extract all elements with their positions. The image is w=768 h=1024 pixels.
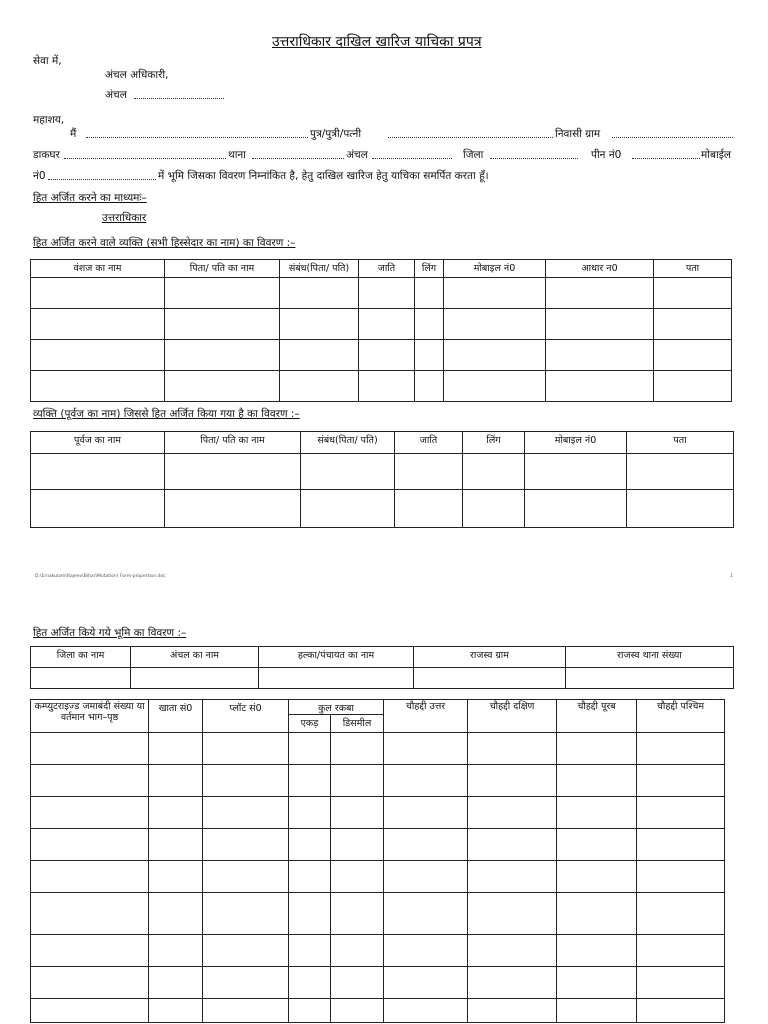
table-cell[interactable] xyxy=(415,340,444,371)
heirs-col-father: पिता/ पति का नाम xyxy=(165,260,280,278)
land-heading: हित अर्जित किये गये भूमि का विवरण :– xyxy=(33,627,187,639)
pin-field[interactable] xyxy=(632,158,700,159)
table-cell[interactable] xyxy=(331,893,384,935)
ancestor-col-gender: लिंग xyxy=(463,432,525,454)
table-cell[interactable] xyxy=(289,829,331,861)
table-cell[interactable] xyxy=(280,371,359,402)
table-cell[interactable] xyxy=(259,668,414,689)
table-cell[interactable] xyxy=(415,309,444,340)
plot-table xyxy=(30,699,725,1023)
table-row xyxy=(31,861,725,893)
body-i-label: मैं xyxy=(70,128,77,140)
table-cell[interactable] xyxy=(149,967,203,999)
table-cell[interactable] xyxy=(566,668,734,689)
plot-col-north: चौहद्दी उत्तर xyxy=(384,700,468,733)
table-cell[interactable] xyxy=(414,668,566,689)
ancestor-col-mobile: मोबाइल नं0 xyxy=(525,432,627,454)
postoffice-field[interactable] xyxy=(64,158,226,159)
village-field[interactable] xyxy=(612,137,733,138)
table-cell[interactable] xyxy=(31,999,149,1023)
table-row xyxy=(31,371,732,402)
anchal-field[interactable] xyxy=(372,158,452,159)
table-cell[interactable] xyxy=(415,371,444,402)
table-cell[interactable] xyxy=(359,309,415,340)
heirs-col-mobile: मोबाइल नं0 xyxy=(444,260,546,278)
table-cell[interactable] xyxy=(468,797,557,829)
table-cell[interactable] xyxy=(546,309,654,340)
table-cell[interactable] xyxy=(165,340,280,371)
heirs-col-relation: संबंध(पिता/ पति) xyxy=(280,260,359,278)
table-cell[interactable] xyxy=(557,999,637,1023)
relative-name-field[interactable] xyxy=(388,137,553,138)
table-cell[interactable] xyxy=(280,278,359,309)
table-cell[interactable] xyxy=(557,861,637,893)
table-cell[interactable] xyxy=(289,999,331,1023)
plot-col-south: चौहद्दी दक्षिण xyxy=(468,700,557,733)
table-cell[interactable] xyxy=(359,371,415,402)
heirs-heading: हित अर्जित करने वाले व्यक्ति (सभी हिस्सेदार का नाम) का विवरण :– xyxy=(33,237,296,249)
table-cell[interactable] xyxy=(637,797,725,829)
table-cell[interactable] xyxy=(149,861,203,893)
table-row xyxy=(31,340,732,371)
table-cell[interactable] xyxy=(331,765,384,797)
district-field[interactable] xyxy=(490,158,578,159)
table-cell[interactable] xyxy=(203,733,289,765)
address-to: सेवा में, xyxy=(33,55,62,67)
table-cell[interactable] xyxy=(31,765,149,797)
table-row xyxy=(31,309,732,340)
table-cell[interactable] xyxy=(395,454,463,490)
table-cell[interactable] xyxy=(31,371,165,402)
table-cell[interactable] xyxy=(31,309,165,340)
plot-col-east: चौहद्दी पूरब xyxy=(557,700,637,733)
table-cell[interactable] xyxy=(203,999,289,1023)
table-row xyxy=(31,765,725,797)
table-cell[interactable] xyxy=(149,935,203,967)
land-col-thana-no: राजस्व थाना संख्या xyxy=(566,647,734,668)
table-cell[interactable] xyxy=(384,733,468,765)
table-row xyxy=(31,893,725,935)
plot-col-plot: प्लॉट सं0 xyxy=(203,700,289,733)
table-cell[interactable] xyxy=(289,893,331,935)
table-row xyxy=(31,797,725,829)
ancestor-col-caste: जाति xyxy=(395,432,463,454)
table-cell[interactable] xyxy=(203,935,289,967)
thana-label: थाना xyxy=(228,149,246,161)
table-cell[interactable] xyxy=(384,967,468,999)
table-cell[interactable] xyxy=(280,309,359,340)
table-cell[interactable] xyxy=(31,278,165,309)
address-circle-label: अंचल xyxy=(105,89,127,101)
table-cell[interactable] xyxy=(301,454,395,490)
table-cell[interactable] xyxy=(395,490,463,528)
table-cell[interactable] xyxy=(525,454,627,490)
mobile-no-label: नं0 xyxy=(33,170,46,182)
table-cell[interactable] xyxy=(359,340,415,371)
postoffice-label: डाकघर xyxy=(33,149,60,161)
table-cell[interactable] xyxy=(203,765,289,797)
table-cell[interactable] xyxy=(654,309,732,340)
table-cell[interactable] xyxy=(203,829,289,861)
table-cell[interactable] xyxy=(149,797,203,829)
table-cell[interactable] xyxy=(331,829,384,861)
table-cell[interactable] xyxy=(444,309,546,340)
table-cell[interactable] xyxy=(468,861,557,893)
table-cell[interactable] xyxy=(31,733,149,765)
table-row xyxy=(31,829,725,861)
table-row xyxy=(31,668,734,689)
table-cell[interactable] xyxy=(546,371,654,402)
circle-field[interactable] xyxy=(134,98,224,99)
address-officer: अंचल अधिकारी, xyxy=(105,69,169,81)
land-col-district: जिला का नाम xyxy=(31,647,131,668)
table-cell[interactable] xyxy=(203,893,289,935)
ancestor-col-relation: संबंध(पिता/ पति) xyxy=(301,432,395,454)
table-row xyxy=(31,999,725,1023)
anchal-label: अंचल xyxy=(346,149,368,161)
table-cell[interactable] xyxy=(359,278,415,309)
heirs-col-name: वंशज का नाम xyxy=(31,260,165,278)
table-cell[interactable] xyxy=(463,490,525,528)
table-cell[interactable] xyxy=(546,340,654,371)
pin-label: पीन नं0 xyxy=(591,149,622,161)
table-cell[interactable] xyxy=(637,829,725,861)
table-cell[interactable] xyxy=(637,893,725,935)
plot-col-west: चौहद्दी पश्चिम xyxy=(637,700,725,733)
salutation: महाशय, xyxy=(33,114,65,126)
table-cell[interactable] xyxy=(384,829,468,861)
district-label: जिला xyxy=(463,149,484,161)
table-cell[interactable] xyxy=(557,967,637,999)
table-cell[interactable] xyxy=(31,454,165,490)
table-cell[interactable] xyxy=(331,935,384,967)
table-cell[interactable] xyxy=(331,967,384,999)
table-cell[interactable] xyxy=(165,490,301,528)
table-cell[interactable] xyxy=(203,797,289,829)
table-cell[interactable] xyxy=(331,733,384,765)
table-cell[interactable] xyxy=(557,765,637,797)
table-cell[interactable] xyxy=(468,733,557,765)
table-cell[interactable] xyxy=(384,861,468,893)
table-cell[interactable] xyxy=(444,340,546,371)
applicant-name-field[interactable] xyxy=(86,137,308,138)
ancestor-col-father: पिता/ पति का नाम xyxy=(165,432,301,454)
table-cell[interactable] xyxy=(654,371,732,402)
heirs-table xyxy=(30,259,732,402)
plot-col-khata: खाता सं0 xyxy=(149,700,203,733)
table-cell[interactable] xyxy=(131,668,259,689)
table-cell[interactable] xyxy=(149,893,203,935)
table-cell[interactable] xyxy=(468,765,557,797)
table-cell[interactable] xyxy=(637,861,725,893)
table-cell[interactable] xyxy=(637,999,725,1023)
table-cell[interactable] xyxy=(165,309,280,340)
table-row xyxy=(31,967,725,999)
village-label: निवासी ग्राम xyxy=(555,128,601,140)
statement-text: में भूमि जिसका विवरण निम्नांकित है, हेतु दाखिल खारिज हेतु याचिका समर्पित करता हूँ। xyxy=(158,170,489,182)
table-cell[interactable] xyxy=(468,967,557,999)
table-cell[interactable] xyxy=(384,765,468,797)
page-number: 1 xyxy=(730,574,733,579)
table-cell[interactable] xyxy=(557,797,637,829)
table-cell[interactable] xyxy=(525,490,627,528)
ancestor-table xyxy=(30,431,734,528)
table-cell[interactable] xyxy=(331,797,384,829)
thana-field[interactable] xyxy=(252,158,344,159)
mobile-field[interactable] xyxy=(48,179,156,180)
table-row xyxy=(31,733,725,765)
heirs-col-gender: लिंग xyxy=(415,260,444,278)
table-cell[interactable] xyxy=(165,278,280,309)
table-cell[interactable] xyxy=(557,935,637,967)
table-cell[interactable] xyxy=(31,797,149,829)
table-cell[interactable] xyxy=(384,999,468,1023)
table-cell[interactable] xyxy=(627,490,734,528)
table-cell[interactable] xyxy=(165,454,301,490)
table-cell[interactable] xyxy=(289,967,331,999)
table-cell[interactable] xyxy=(31,340,165,371)
land-col-panchayat: हल्का/पंचायत का नाम xyxy=(259,647,414,668)
plot-col-area: कुल रकबा xyxy=(289,700,384,715)
table-cell[interactable] xyxy=(627,454,734,490)
table-cell[interactable] xyxy=(637,765,725,797)
footer-path: D:\Ernakulam\Rajeev\Bihar\Mutation\ Form-propertion.doc xyxy=(35,574,166,579)
mode-heading: हित अर्जित करने का माध्यमः– xyxy=(33,192,147,204)
table-cell[interactable] xyxy=(546,278,654,309)
table-cell[interactable] xyxy=(415,278,444,309)
table-cell[interactable] xyxy=(31,490,165,528)
table-cell[interactable] xyxy=(165,371,280,402)
table-cell[interactable] xyxy=(289,765,331,797)
table-cell[interactable] xyxy=(637,967,725,999)
page-title: उत्तराधिकार दाखिल खारिज याचिका प्रपत्र xyxy=(272,34,482,50)
table-cell[interactable] xyxy=(384,893,468,935)
mode-value: उत्तराधिकार xyxy=(102,212,147,224)
plot-col-jamabandi: कम्प्युटराइज्ड जमाबंदी संख्या या वर्तमान भाग–पृष्ठ xyxy=(31,700,149,733)
land-col-anchal: अंचल का नाम xyxy=(131,647,259,668)
table-cell[interactable] xyxy=(557,893,637,935)
table-cell[interactable] xyxy=(557,829,637,861)
ancestor-col-name: पूर्वज का नाम xyxy=(31,432,165,454)
mobile-label: मोबाईल xyxy=(701,149,731,161)
table-cell[interactable] xyxy=(331,861,384,893)
table-cell[interactable] xyxy=(468,829,557,861)
table-cell[interactable] xyxy=(31,893,149,935)
table-cell[interactable] xyxy=(637,935,725,967)
heirs-col-address: पता xyxy=(654,260,732,278)
table-cell[interactable] xyxy=(203,861,289,893)
table-cell[interactable] xyxy=(654,278,732,309)
table-cell[interactable] xyxy=(468,935,557,967)
table-cell[interactable] xyxy=(444,278,546,309)
land-table xyxy=(30,646,734,689)
table-cell[interactable] xyxy=(557,733,637,765)
table-cell[interactable] xyxy=(301,490,395,528)
table-cell[interactable] xyxy=(331,999,384,1023)
table-cell[interactable] xyxy=(289,935,331,967)
table-cell[interactable] xyxy=(31,967,149,999)
table-cell[interactable] xyxy=(637,733,725,765)
plot-col-acre: एकड़ xyxy=(289,715,331,733)
table-row xyxy=(31,278,732,309)
table-cell[interactable] xyxy=(149,733,203,765)
table-cell[interactable] xyxy=(149,765,203,797)
ancestor-col-address: पता xyxy=(627,432,734,454)
table-cell[interactable] xyxy=(203,967,289,999)
land-col-village: राजस्व ग्राम xyxy=(414,647,566,668)
table-cell[interactable] xyxy=(31,829,149,861)
plot-col-decimal: डिसमील xyxy=(331,715,384,733)
table-cell[interactable] xyxy=(444,371,546,402)
table-row xyxy=(31,454,734,490)
table-row xyxy=(31,490,734,528)
table-cell[interactable] xyxy=(289,861,331,893)
relation-label: पुत्र/पुत्री/पत्नी xyxy=(310,128,362,140)
table-cell[interactable] xyxy=(149,999,203,1023)
heirs-col-aadhaar: आधार न0 xyxy=(546,260,654,278)
table-cell[interactable] xyxy=(31,668,131,689)
table-cell[interactable] xyxy=(384,935,468,967)
table-row xyxy=(31,935,725,967)
table-cell[interactable] xyxy=(463,454,525,490)
heirs-col-caste: जाति xyxy=(359,260,415,278)
table-cell[interactable] xyxy=(468,893,557,935)
table-cell[interactable] xyxy=(384,797,468,829)
table-cell[interactable] xyxy=(280,340,359,371)
table-cell[interactable] xyxy=(654,340,732,371)
ancestor-heading: व्यक्ति (पूर्वज का नाम) जिससे हित अर्जित किया गया है का विवरण :– xyxy=(33,408,300,420)
table-cell[interactable] xyxy=(289,797,331,829)
table-cell[interactable] xyxy=(31,935,149,967)
table-cell[interactable] xyxy=(31,861,149,893)
table-cell[interactable] xyxy=(468,999,557,1023)
table-cell[interactable] xyxy=(149,829,203,861)
table-cell[interactable] xyxy=(289,733,331,765)
